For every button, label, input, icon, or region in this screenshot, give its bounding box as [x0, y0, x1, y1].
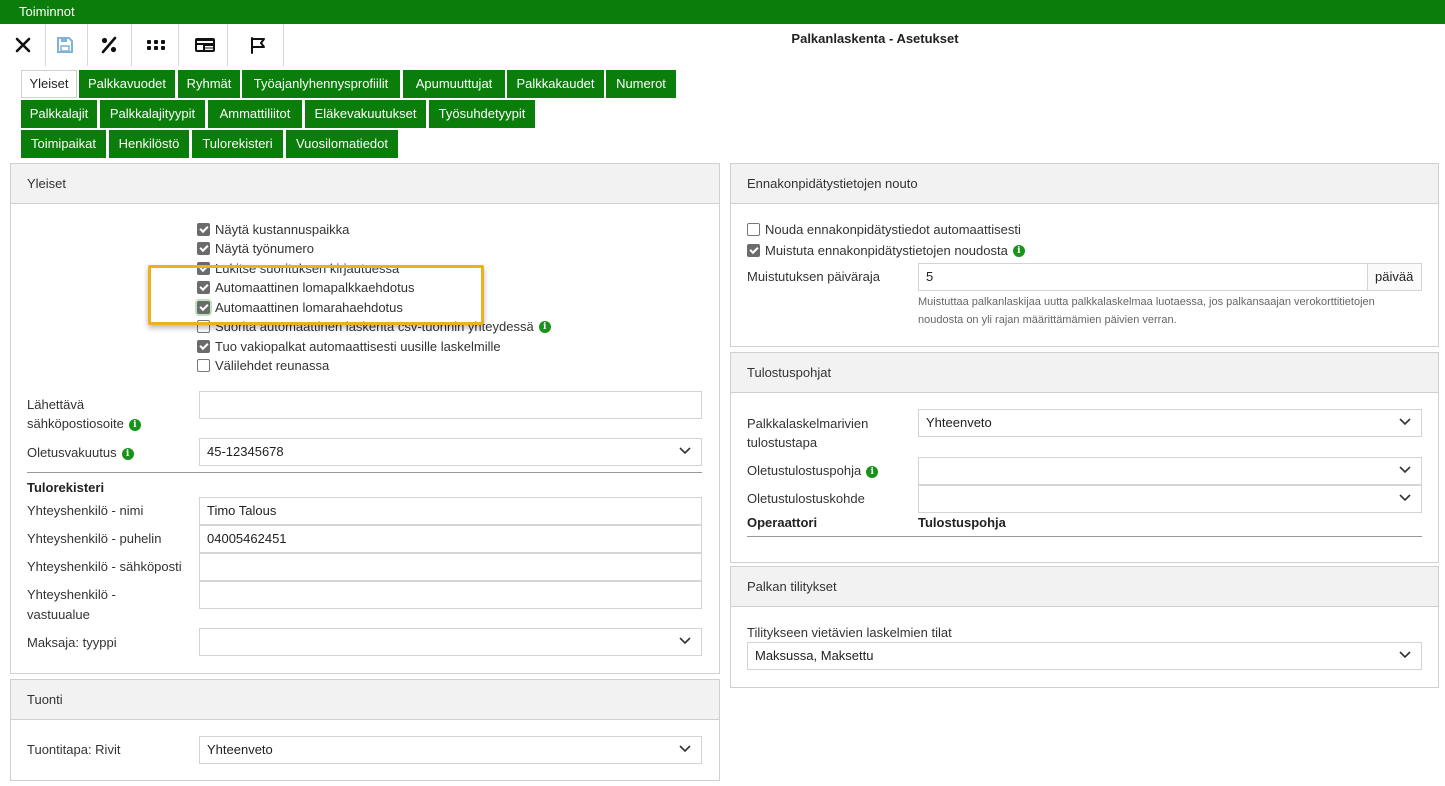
- tab-tyosuhdetyypit[interactable]: Työsuhdetyypit: [429, 100, 535, 128]
- payer-type-label: Maksaja: tyyppi: [27, 635, 117, 650]
- reminder-help-line1: Muistuttaa palkanlaskijaa uutta palkkalaskelmaa luotaessa, jos palkansaajan verokorttitietojen: [918, 296, 1375, 308]
- checkbox-tuo-vakiopalkat[interactable]: [197, 337, 501, 356]
- checkbox-lukitse-suorituksen[interactable]: [197, 259, 399, 278]
- checkbox-box[interactable]: [197, 359, 210, 372]
- tab-apumuuttujat[interactable]: Apumuuttujat: [403, 70, 505, 98]
- settlement-states-select[interactable]: [747, 642, 1422, 670]
- checkbox-box[interactable]: [197, 223, 210, 236]
- flag-button[interactable]: [232, 24, 284, 66]
- actions-menu-label[interactable]: Toiminnot: [19, 4, 75, 19]
- tab-palkkalajit[interactable]: Palkkalajit: [21, 100, 97, 128]
- panel-yleiset: [10, 163, 720, 674]
- print-mode-select[interactable]: [918, 409, 1422, 437]
- reminder-deadline-unit: päivää: [1367, 263, 1422, 291]
- panel-tulostuspohjat-title: Tulostuspohjat: [731, 353, 1438, 393]
- reminder-deadline-input[interactable]: 5: [918, 263, 1368, 291]
- chevron-down-icon: [679, 637, 691, 645]
- table-divider: [747, 536, 1422, 537]
- contact-area-label-line2: vastuualue: [27, 607, 90, 622]
- sender-email-label-line1: Lähettävä: [27, 397, 85, 412]
- default-insurance-label: [27, 443, 134, 462]
- checkbox-label: Suorita automaattinen laskenta csv-tuonnin yhteydessä: [215, 319, 534, 334]
- percent-icon: [100, 36, 118, 54]
- section-divider: [27, 472, 702, 473]
- flag-icon: [249, 36, 267, 54]
- checkbox-label: Muistuta ennakonpidätystietojen noudosta: [765, 243, 1008, 258]
- panel-ennakonpidatys: [730, 163, 1439, 347]
- contact-area-input[interactable]: [199, 581, 702, 609]
- checkbox-box[interactable]: [747, 223, 760, 236]
- tab-yleiset[interactable]: Yleiset: [21, 70, 77, 98]
- checkbox-label: Nouda ennakonpidätystiedot automaattisesti: [765, 222, 1021, 237]
- grid-icon: [146, 38, 166, 52]
- tab-tyoajanlyhennysprofiilit[interactable]: Työajanlyhennysprofiilit: [242, 70, 400, 98]
- panel-tuonti: [10, 679, 720, 781]
- tab-palkkavuodet[interactable]: Palkkavuodet: [79, 70, 175, 98]
- sender-email-label-line2: sähköpostiosoite: [27, 416, 124, 431]
- toolbar: [0, 24, 1445, 66]
- settlement-states-value: Maksussa, Maksettu: [755, 648, 874, 663]
- tab-henkilosto[interactable]: Henkilöstö: [109, 130, 189, 158]
- checkbox-box[interactable]: [197, 242, 210, 255]
- import-mode-label: Tuontitapa: Rivit: [27, 742, 121, 757]
- default-template-label: [747, 461, 878, 480]
- panel-ennakonpidatys-title: Ennakonpidätystietojen nouto: [731, 164, 1438, 204]
- checkbox-label: Automaattinen lomapalkkaehdotus: [215, 280, 415, 295]
- checkbox-automaattinen-laskenta-csv[interactable]: [197, 317, 551, 336]
- tab-palkkalajityypit[interactable]: Palkkalajityypit: [100, 100, 205, 128]
- info-icon[interactable]: i: [1013, 245, 1025, 257]
- default-template-select[interactable]: [918, 457, 1422, 485]
- tab-elakevakuutukset[interactable]: Eläkevakuutukset: [305, 100, 426, 128]
- tab-ryhmat[interactable]: Ryhmät: [178, 70, 240, 98]
- contact-phone-label: Yhteyshenkilö - puhelin: [27, 531, 162, 546]
- tab-ammattiliitot[interactable]: Ammattiliitot: [208, 100, 302, 128]
- close-icon: [15, 37, 31, 53]
- checkbox-automaattinen-lomarahaehdotus[interactable]: [197, 298, 403, 317]
- reminder-help-line2: noudosta on yli rajan määrittämämien päivien verran.: [918, 314, 1177, 326]
- tulorekisteri-heading: Tulorekisteri: [27, 480, 105, 495]
- chevron-down-icon: [1399, 466, 1411, 474]
- checkbox-muistuta-noudosta[interactable]: [747, 241, 1025, 260]
- checkbox-box[interactable]: [197, 301, 210, 314]
- tab-vuosilomatiedot[interactable]: Vuosilomatiedot: [286, 130, 398, 158]
- checkbox-box[interactable]: [197, 340, 210, 353]
- contact-phone-input[interactable]: 04005462451: [199, 525, 702, 553]
- panel-tulostuspohjat: [730, 352, 1439, 563]
- contact-name-input[interactable]: Timo Talous: [199, 497, 702, 525]
- percent-button[interactable]: [86, 24, 132, 66]
- default-template-label-text: Oletustulostuspohja: [747, 463, 862, 478]
- checkbox-box[interactable]: [747, 244, 760, 257]
- import-mode-select[interactable]: [199, 736, 702, 764]
- contact-area-label-line1: Yhteyshenkilö -: [27, 587, 116, 602]
- column-header-operaattori: Operaattori: [747, 515, 818, 530]
- checkbox-nouda-automaattisesti[interactable]: [747, 220, 1021, 239]
- tab-palkkakaudet[interactable]: Palkkakaudet: [507, 70, 604, 98]
- default-target-label: Oletustulostuskohde: [747, 491, 865, 506]
- checkbox-automaattinen-lomapalkkaehdotus[interactable]: [197, 278, 414, 297]
- default-target-select[interactable]: [918, 485, 1422, 513]
- tab-numerot[interactable]: Numerot: [606, 70, 676, 98]
- print-mode-value: Yhteenveto: [926, 415, 992, 430]
- default-insurance-value: 45-12345678: [207, 444, 284, 459]
- panel-palkan-tilitykset-title: Palkan tilitykset: [731, 567, 1438, 607]
- id-card-icon: [194, 37, 216, 53]
- checkbox-valilehdet-reunassa[interactable]: [197, 356, 329, 375]
- panel-palkan-tilitykset: [730, 566, 1439, 688]
- checkbox-nayta-tyonumero[interactable]: [197, 239, 314, 258]
- contact-name-label: Yhteyshenkilö - nimi: [27, 503, 144, 518]
- payer-type-select[interactable]: [199, 628, 702, 656]
- info-icon[interactable]: i: [539, 321, 551, 333]
- chevron-down-icon: [1399, 418, 1411, 426]
- info-icon[interactable]: i: [129, 419, 141, 431]
- checkbox-label: Automaattinen lomarahaehdotus: [215, 300, 403, 315]
- print-mode-label-line2: tulostustapa: [747, 435, 818, 450]
- checkbox-label: Välilehdet reunassa: [215, 358, 330, 373]
- default-insurance-select[interactable]: [199, 438, 702, 466]
- print-mode-label-line1: Palkkalaskelmarivien: [747, 416, 869, 431]
- page-title: Palkanlaskenta - Asetukset: [791, 31, 959, 46]
- checkbox-label: Tuo vakiopalkat automaattisesti uusille laskelmille: [215, 339, 501, 354]
- panel-tuonti-title: Tuonti: [11, 680, 719, 720]
- panel-yleiset-title: Yleiset: [11, 164, 719, 204]
- actions-menu-bar[interactable]: [0, 0, 1445, 24]
- column-header-tulostuspohja: Tulostuspohja: [918, 515, 1006, 530]
- default-insurance-label-text: Oletusvakuutus: [27, 445, 117, 460]
- import-mode-value: Yhteenveto: [207, 742, 273, 757]
- settlement-states-label: Tilitykseen vietävien laskelmien tilat: [747, 625, 952, 640]
- checkbox-box[interactable]: [197, 281, 210, 294]
- checkbox-nayta-kustannuspaikka[interactable]: [197, 220, 349, 239]
- chevron-down-icon: [679, 447, 691, 455]
- checkbox-label: Näytä työnumero: [215, 241, 314, 256]
- tab-toimipaikat[interactable]: Toimipaikat: [21, 130, 106, 158]
- chevron-down-icon: [679, 745, 691, 753]
- info-icon[interactable]: i: [866, 466, 878, 478]
- grid-button[interactable]: [133, 24, 179, 66]
- sender-email-label: [27, 414, 141, 433]
- contact-email-input[interactable]: [199, 553, 702, 581]
- contact-email-label: Yhteyshenkilö - sähköposti: [27, 559, 182, 574]
- save-icon: [56, 36, 74, 54]
- sender-email-input[interactable]: [199, 391, 702, 419]
- checkbox-box[interactable]: [197, 262, 210, 275]
- save-button[interactable]: [42, 24, 88, 66]
- chevron-down-icon: [1399, 651, 1411, 659]
- tab-tulorekisteri[interactable]: Tulorekisteri: [192, 130, 283, 158]
- id-card-button[interactable]: [182, 24, 228, 66]
- reminder-deadline-label: Muistutuksen päiväraja: [747, 269, 880, 284]
- info-icon[interactable]: i: [122, 448, 134, 460]
- checkbox-label: Lukitse suorituksen kirjautuessa: [215, 261, 400, 276]
- checkbox-label: Näytä kustannuspaikka: [215, 222, 350, 237]
- checkbox-box[interactable]: [197, 320, 210, 333]
- chevron-down-icon: [1399, 494, 1411, 502]
- close-button[interactable]: [0, 24, 46, 66]
